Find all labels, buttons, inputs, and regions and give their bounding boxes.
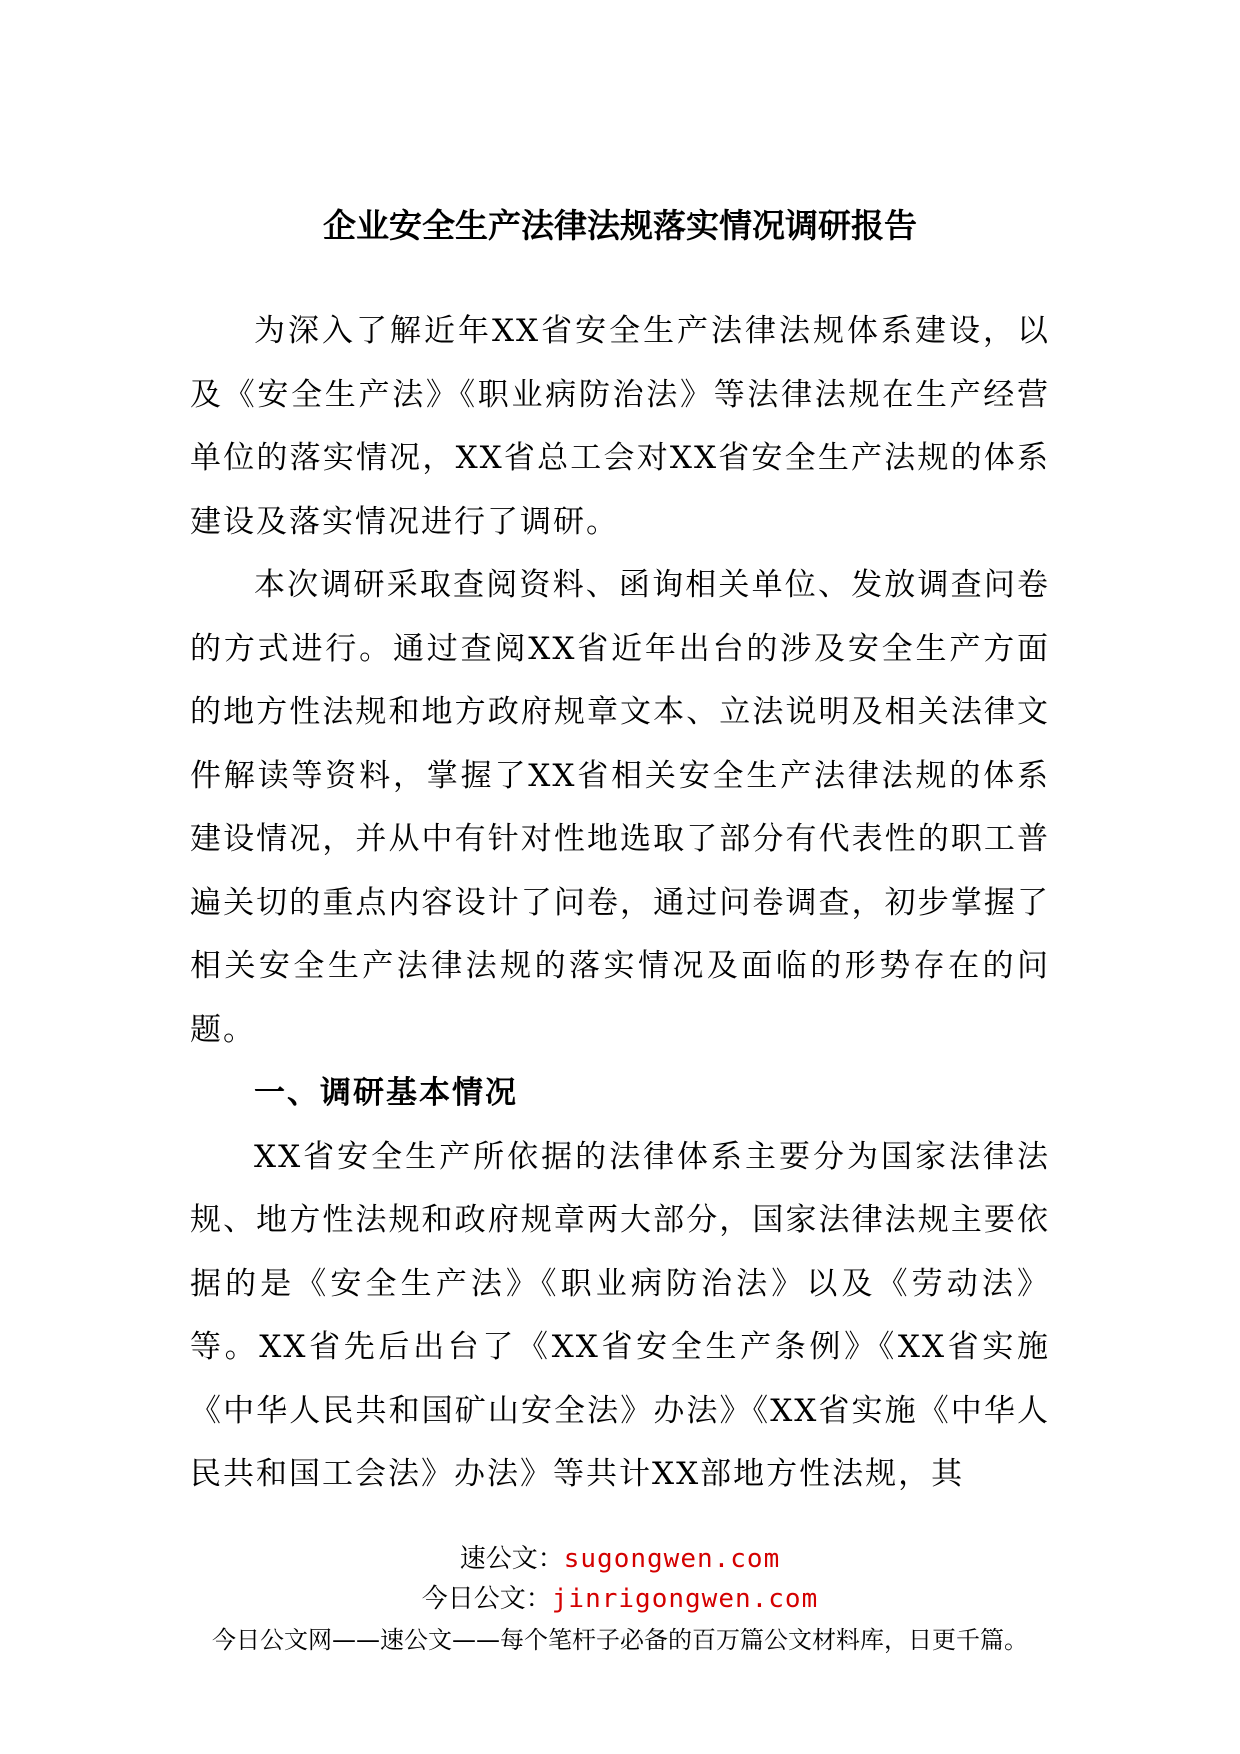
sugongwen-link[interactable]: sugongwen.com [563, 1544, 781, 1574]
method-paragraph: 本次调研采取查阅资料、函询相关单位、发放调查问卷的方式进行。通过查阅XX省近年出台的涉及安全生产方面的地方性法规和地方政府规章文本、立法说明及相关法律文件解读等资料，掌握了XX省相关安全生产法律法规的体系建设情况，并从中有针对性地选取了部分有代表性的职工普遍关切的重点内容设计了问卷，通过问卷调查，初步掌握了相关安全生产法律法规的落实情况及面临的形势存在的问题。 [190, 567, 1050, 1048]
intro-paragraph: 为深入了解近年XX省安全生产法律法规体系建设，以及《安全生产法》《职业病防治法》等法律法规在生产经营单位的落实情况，XX省总工会对XX省安全生产法规的体系建设及落实情况进行了调研。 [190, 313, 1050, 540]
document-body [190, 300, 1050, 1507]
jinrigongwen-link[interactable]: jinrigongwen.com [551, 1584, 819, 1614]
document-title: 企业安全生产法律法规落实情况调研报告 [323, 206, 917, 245]
section-heading: 一、调研基本情况 [254, 1075, 518, 1111]
footer-line-sugongwen [0, 1538, 1240, 1575]
footer-label-sugongwen: 速公文： [459, 1544, 564, 1574]
footer-line-jinrigongwen [0, 1578, 1240, 1615]
footer-label-jinrigongwen: 今日公文： [421, 1584, 552, 1614]
section-paragraph: XX省安全生产所依据的法律体系主要分为国家法律法规、地方性法规和政府规章两大部分，国家法律法规主要依据的是《安全生产法》《职业病防治法》以及《劳动法》等。XX省先后出台了《XX省安全生产条例》《XX省实施《中华人民共和国矿山安全法》办法》《XX省实施《中华人民共和国工会法》办法》等共计XX部地方性法规，其 [190, 1138, 1050, 1492]
footer-slogan: 今日公文网——速公文——每个笔杆子必备的百万篇公文材料库，日更千篇。 [212, 1626, 1028, 1654]
